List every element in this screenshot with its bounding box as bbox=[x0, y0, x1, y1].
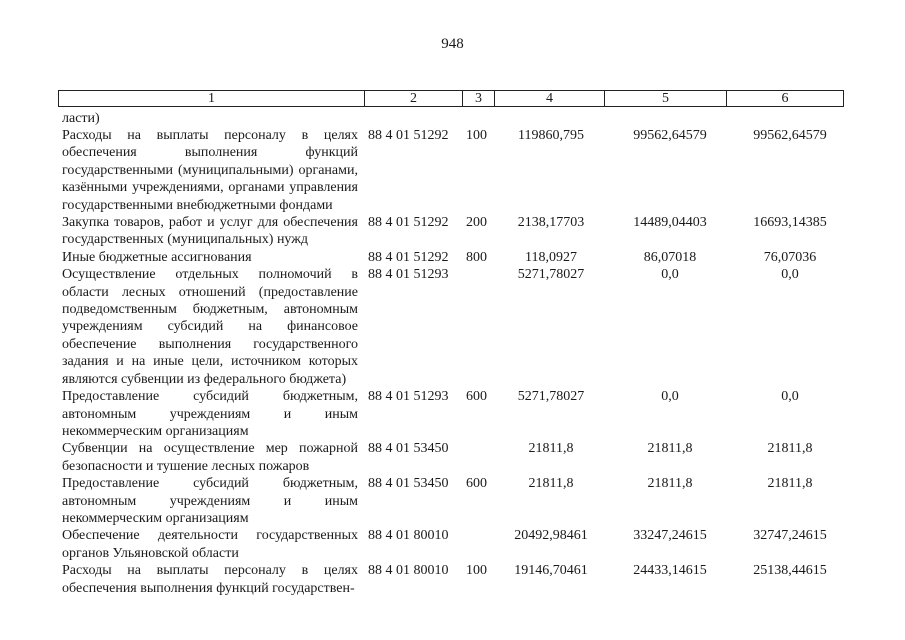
table-row bbox=[62, 475, 844, 527]
row-name: Иные бюджетные ассигнования bbox=[62, 249, 252, 265]
row-code: 88 4 01 51293 bbox=[368, 389, 449, 405]
row-code: 88 4 01 51292 bbox=[368, 249, 449, 265]
row-value-5: 99562,64579 bbox=[633, 128, 707, 143]
table-row bbox=[62, 249, 844, 266]
row-value-6: 32747,24615 bbox=[753, 528, 827, 544]
row-value-5: 0,0 bbox=[661, 389, 679, 405]
row-code: 88 4 01 51293 bbox=[368, 267, 449, 283]
row-value-5: 0,0 bbox=[661, 267, 679, 283]
table-row bbox=[62, 266, 844, 388]
row-expense-type: 600 bbox=[466, 476, 487, 492]
row-value-6: 0,0 bbox=[781, 267, 799, 283]
row-expense-type: 100 bbox=[466, 128, 487, 143]
row-value-5: 33247,24615 bbox=[633, 528, 707, 544]
row-name: Предоставление субсидий бюджетным, автономным учреждениям и иным некоммерческим организациям bbox=[62, 389, 358, 439]
row-name: Предоставление субсидий бюджетным, автономным учреждениям и иным некоммерческим организациям bbox=[62, 476, 358, 526]
column-header-2: 2 bbox=[365, 91, 463, 106]
row-code: 88 4 01 53450 bbox=[368, 476, 449, 492]
row-value-5: 21811,8 bbox=[647, 441, 693, 457]
row-value-4: 119860,795 bbox=[518, 128, 584, 143]
table-row bbox=[62, 388, 844, 440]
row-value-4: 5271,78027 bbox=[517, 389, 585, 405]
table-row bbox=[62, 562, 844, 597]
row-expense-type: 800 bbox=[466, 249, 487, 265]
row-code: 88 4 01 51292 bbox=[368, 128, 449, 143]
row-value-4: 19146,70461 bbox=[514, 563, 588, 579]
row-expense-type: 100 bbox=[466, 563, 487, 579]
row-name: Осуществление отдельных полномочий в области лесных отношений (предоставление подведомственным бюджетным, автономным учреждениям субсидий на финансовое обеспечение выполнения государственного задания и на иные цели, источником которых являются субвенции из федерального бюджета) bbox=[62, 267, 358, 387]
row-name: Расходы на выплаты персоналу в целях обеспечения выполнения функций государственными (муниципальными) органами, казёнными учреждениями, органами управления государственными внебюджетными фондами bbox=[62, 128, 358, 213]
row-name: Субвенции на осуществление мер пожарной безопасности и тушение лесных пожаров bbox=[62, 441, 358, 474]
row-value-6: 25138,44615 bbox=[753, 563, 827, 579]
table-row bbox=[62, 214, 844, 249]
row-value-6: 76,07036 bbox=[763, 249, 817, 265]
row-value-4: 21811,8 bbox=[528, 476, 574, 492]
row-name: Закупка товаров, работ и услуг для обеспечения государственных (муниципальных) нужд bbox=[62, 215, 358, 248]
row-name: Обеспечение деятельности государственных органов Ульяновской области bbox=[62, 528, 358, 561]
column-header-5: 5 bbox=[605, 91, 727, 106]
row-value-5: 14489,04403 bbox=[633, 215, 707, 231]
table-body bbox=[62, 127, 844, 597]
row-value-4: 20492,98461 bbox=[514, 528, 588, 544]
row-value-5: 24433,14615 bbox=[633, 563, 707, 579]
row-code: 88 4 01 80010 bbox=[368, 563, 449, 579]
table-row bbox=[62, 127, 844, 214]
row-expense-type: 600 bbox=[466, 389, 487, 405]
table-row bbox=[62, 440, 844, 475]
row-value-6: 0,0 bbox=[781, 389, 799, 405]
row-code: 88 4 01 53450 bbox=[368, 441, 449, 457]
row-value-6: 21811,8 bbox=[767, 441, 813, 457]
row-code: 88 4 01 51292 bbox=[368, 215, 449, 231]
row-value-4: 21811,8 bbox=[528, 441, 574, 457]
row-value-4: 2138,17703 bbox=[517, 215, 585, 231]
page-number: 948 bbox=[441, 36, 464, 52]
row-value-6: 21811,8 bbox=[767, 476, 813, 492]
column-header-3: 3 bbox=[463, 91, 495, 106]
column-header-1: 1 bbox=[59, 91, 365, 106]
column-header-4: 4 bbox=[495, 91, 605, 106]
row-value-4: 5271,78027 bbox=[517, 267, 585, 283]
row-expense-type: 200 bbox=[466, 215, 487, 231]
table-header bbox=[58, 90, 844, 107]
row-value-5: 86,07018 bbox=[643, 249, 697, 265]
row-code: 88 4 01 80010 bbox=[368, 528, 449, 544]
row-value-5: 21811,8 bbox=[647, 476, 693, 492]
continued-text: ласти) bbox=[62, 111, 100, 126]
column-header-6: 6 bbox=[781, 91, 789, 106]
row-value-4: 118,0927 bbox=[525, 249, 577, 265]
row-value-6: 16693,14385 bbox=[753, 215, 827, 231]
table-row bbox=[62, 527, 844, 562]
row-name: Расходы на выплаты персоналу в целях обеспечения выполнения функций государствен- bbox=[62, 563, 358, 596]
row-value-6: 99562,64579 bbox=[753, 128, 827, 143]
